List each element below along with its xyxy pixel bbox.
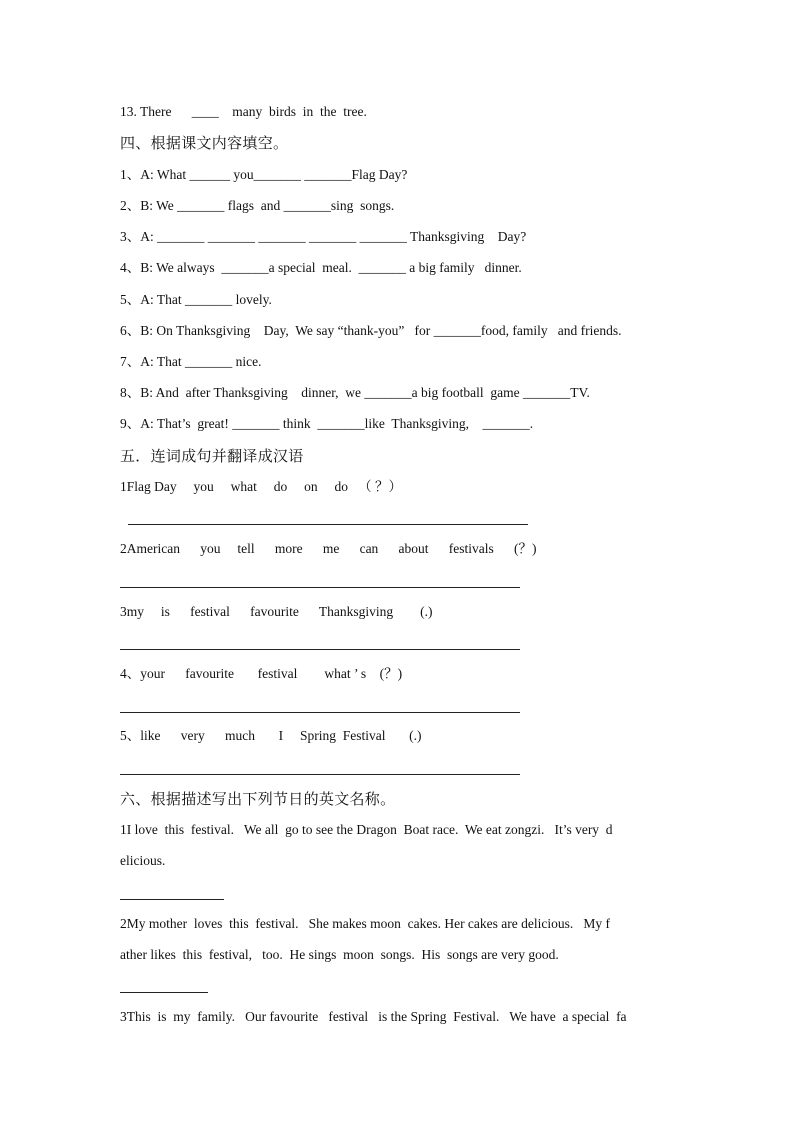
s4-item-8: 8、B: And after Thanksgiving dinner, we _______a big football game _______TV.	[120, 385, 590, 400]
s4-item-9: 9、A: That’s great! _______ think _______like Thanksgiving, _______.	[120, 416, 534, 431]
s4-item-7: 7、A: That _______ nice.	[120, 354, 262, 369]
s4-item-6: 6、B: On Thanksgiving Day, We say “thank-you” for _______food, family and friends.	[120, 323, 622, 338]
answer-line-5[interactable]	[120, 774, 520, 775]
s6-passage-2-line-2: ather likes this festival, too. He sings moon songs. His songs are very good.	[120, 947, 559, 962]
s5-item-3: 3my is festival favourite Thanksgiving (.)	[120, 604, 433, 619]
answer-line-1[interactable]	[128, 524, 528, 525]
s6-passage-1-line-2: elicious.	[120, 853, 166, 868]
s4-item-1: 1、A: What ______ you_______ _______Flag Day?	[120, 167, 408, 182]
s4-item-5: 5、A: That _______ lovely.	[120, 292, 272, 307]
section-5-heading: 五．连词成句并翻译成汉语	[120, 447, 304, 465]
answer-line-3[interactable]	[120, 649, 520, 650]
answer-line-7[interactable]	[120, 992, 208, 993]
s6-passage-2-line-1: 2My mother loves this festival. She makes moon cakes. Her cakes are delicious. My f	[120, 916, 611, 931]
s5-item-4: 4、your favourite festival what ’ s (？)	[120, 666, 403, 681]
s4-item-4: 4、B: We always _______a special meal. _______ a big family dinner.	[120, 260, 522, 275]
answer-line-6[interactable]	[120, 899, 224, 900]
answer-line-2[interactable]	[120, 587, 520, 588]
answer-line-4[interactable]	[120, 712, 520, 713]
s4-item-2: 2、B: We _______ flags and _______sing songs.	[120, 198, 395, 213]
question-13: 13. There ____ many birds in the tree.	[120, 104, 367, 119]
s6-passage-1-line-1: 1I love this festival. We all go to see the Dragon Boat race. We eat zongzi. It’s very d	[120, 822, 613, 837]
section-6-heading: 六、根据描述写出下列节日的英文名称。	[120, 790, 396, 808]
s5-item-5: 5、like very much I Spring Festival (.)	[120, 728, 422, 743]
s4-item-3: 3、A: _______ _______ _______ _______ _______ Thanksgiving Day?	[120, 229, 527, 244]
s5-item-1: 1Flag Day you what do on do （ ？）	[120, 479, 402, 494]
s6-passage-3-line-1: 3This is my family. Our favourite festival is the Spring Festival. We have a special fa	[120, 1009, 627, 1024]
s5-item-2: 2American you tell more me can about festivals (？)	[120, 541, 537, 556]
section-4-heading: 四、根据课文内容填空。	[120, 134, 289, 152]
